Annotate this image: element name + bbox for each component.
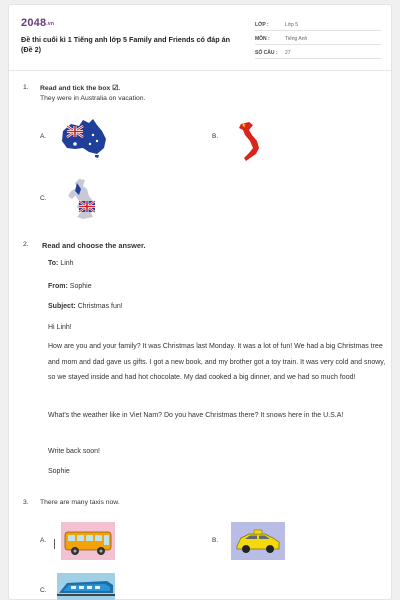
yellow-bus-image[interactable] bbox=[61, 522, 115, 560]
train-image[interactable] bbox=[57, 573, 115, 600]
to-value: Linh bbox=[58, 260, 74, 267]
vietnam-map-image[interactable] bbox=[237, 121, 265, 163]
to-label: To: bbox=[48, 260, 59, 267]
question-sentence: There are many taxis now. bbox=[40, 499, 120, 506]
email-greeting: Hi Linh! bbox=[48, 324, 72, 331]
text-cursor-icon bbox=[53, 539, 56, 549]
worksheet bbox=[8, 4, 392, 600]
meta-key: SỐ CÂU : bbox=[255, 50, 278, 56]
question-sentence: They were in Australia on vacation. bbox=[40, 95, 146, 102]
option-label[interactable]: B. bbox=[212, 537, 219, 544]
email-from bbox=[48, 279, 388, 295]
question-number: 3. bbox=[23, 499, 29, 506]
australia-flag-map-image[interactable] bbox=[59, 117, 109, 159]
question-instruction: Read and tick the box ☑. bbox=[40, 85, 121, 92]
option-label[interactable]: C. bbox=[40, 195, 47, 202]
meta-class bbox=[255, 19, 381, 31]
header bbox=[9, 5, 391, 71]
meta-value: 27 bbox=[285, 50, 291, 56]
option-label[interactable]: A. bbox=[40, 133, 47, 140]
logo-suffix: .vn bbox=[46, 21, 55, 27]
email-body-paragraph: What's the weather like in Viet Nam? Do you have Christmas there? It snows here in the U.S.A! bbox=[48, 412, 344, 419]
meta-count bbox=[255, 47, 381, 59]
email-subject bbox=[48, 299, 388, 315]
meta-value: Tiếng Anh bbox=[285, 36, 308, 42]
email-body-paragraph: How are you and your family? It was Christmas last Monday. It was a lot of fun! We had a big Christmas tree and mom and dad gave us gifts. I got a new book, and my brother got a toy train. It was very cold and snowy, so we stayed inside and had hot chocolate. My dad cooked a big dinner, and we had so much food! bbox=[48, 343, 386, 381]
meta-subject bbox=[255, 33, 381, 45]
meta-value: Lớp 5 bbox=[285, 22, 299, 28]
meta-key: MÔN : bbox=[255, 36, 270, 42]
option-label[interactable]: B. bbox=[212, 133, 219, 140]
uk-flag-map-image[interactable] bbox=[63, 177, 103, 221]
subject-value: Christmas fun! bbox=[75, 303, 123, 310]
option-label[interactable]: C. bbox=[40, 587, 47, 594]
logo-text: 2048 bbox=[21, 17, 47, 29]
page-title: Đề thi cuối kì 1 Tiếng anh lớp 5 Family and Friends có đáp án (Đề 2) bbox=[21, 35, 231, 54]
option-label[interactable]: A. bbox=[40, 537, 47, 544]
email-signature: Sophie bbox=[48, 468, 70, 475]
yellow-taxi-image[interactable] bbox=[231, 522, 285, 560]
question-instruction: Read and choose the answer. bbox=[42, 241, 146, 250]
from-value: Sophie bbox=[67, 283, 92, 290]
email-closing: Write back soon! bbox=[48, 448, 101, 455]
from-label: From: bbox=[48, 283, 68, 290]
site-logo[interactable] bbox=[21, 17, 54, 29]
question-number: 1. bbox=[23, 84, 29, 91]
question-number: 2. bbox=[23, 241, 29, 248]
meta-key: LỚP : bbox=[255, 22, 269, 28]
subject-label: Subject: bbox=[48, 303, 76, 310]
email-to bbox=[48, 256, 388, 272]
